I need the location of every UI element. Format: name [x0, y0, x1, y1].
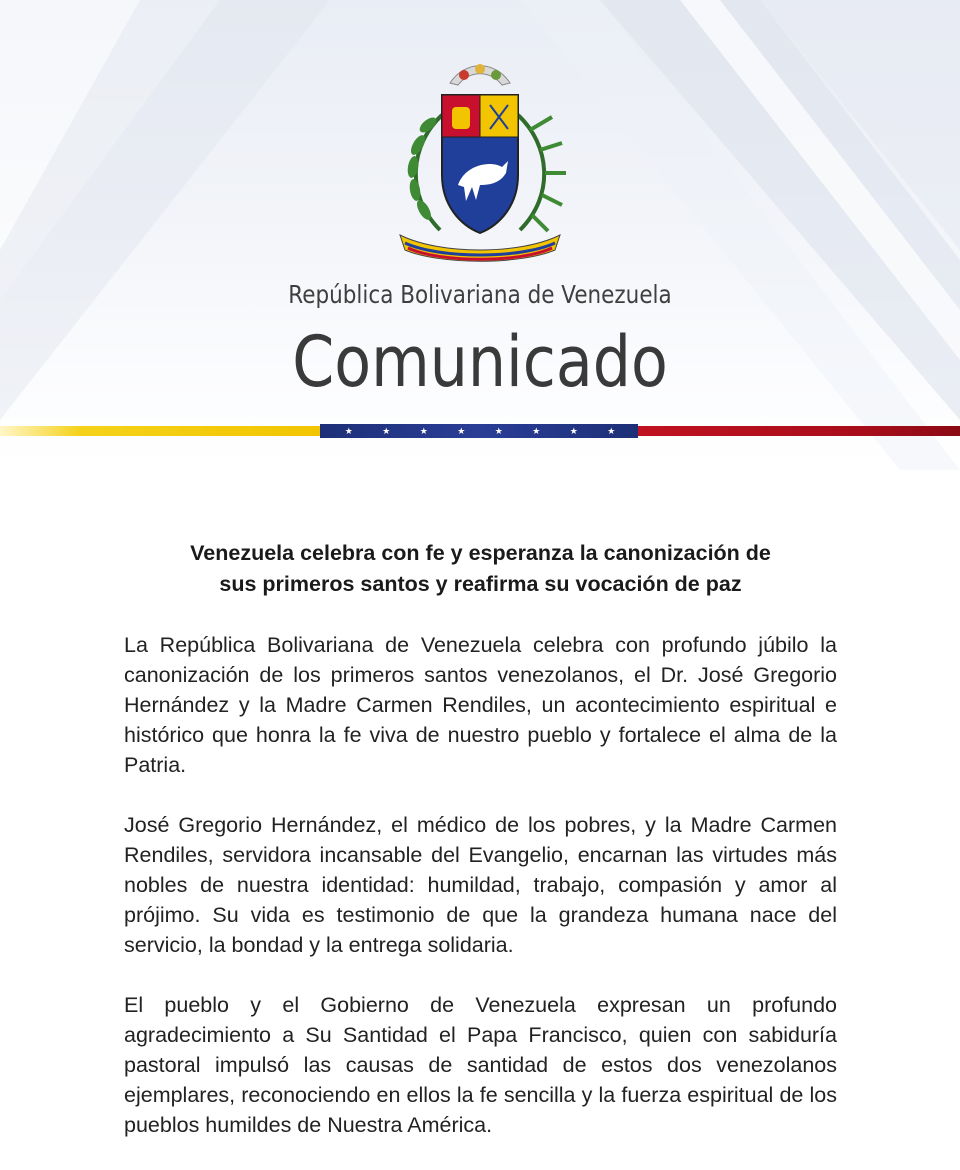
star-icon: ★ — [607, 426, 616, 436]
communique-body — [124, 538, 837, 1170]
star-icon: ★ — [382, 426, 391, 436]
paragraph-3: El pueblo y el Gobierno de Venezuela expresan un profundo agradecimiento a Su Santidad el Papa Francisco, quien con sabiduría pastoral impulsó las causas de santidad de estos dos venezolanos ejemplares, reconociendo en ellos la fe sencilla y la fuerza espiritual de los pueblos humildes de Nuestra América. — [124, 993, 837, 1137]
star-icon: ★ — [494, 426, 503, 436]
flag-yellow-stripe — [0, 426, 320, 436]
subtitle: República Bolivariana de Venezuela — [288, 280, 672, 309]
star-icon: ★ — [344, 426, 353, 436]
star-icon: ★ — [532, 426, 541, 436]
star-icon: ★ — [419, 426, 428, 436]
star-icon: ★ — [457, 426, 466, 436]
heading-line-2: sus primeros santos y reafirma su vocación de paz — [219, 572, 742, 596]
page-title: Comunicado — [292, 321, 668, 403]
flag-stripe — [0, 424, 960, 438]
flag-red-stripe — [638, 426, 960, 436]
header-banner — [0, 0, 960, 470]
flag-stars — [330, 424, 630, 438]
communique-heading — [124, 538, 837, 600]
paragraph-2: José Gregorio Hernández, el médico de los pobres, y la Madre Carmen Rendiles, servidora incansable del Evangelio, encarnan las virtudes más nobles de nuestra identidad: humildad, trabajo, compasión y amor al prójimo. Su vida es testimonio de que la grandeza humana nace del servicio, la bondad y la entrega solidaria. — [124, 813, 837, 957]
paragraph-1: La República Bolivariana de Venezuela celebra con profundo júbilo la canonización de los primeros santos venezolanos, el Dr. José Gregorio Hernández y la Madre Carmen Rendiles, un acontecimiento espiritual e histórico que honra la fe viva de nuestro pueblo y fortalece el alma de la Patria. — [124, 633, 837, 777]
coat-of-arms-icon — [380, 55, 580, 265]
star-icon: ★ — [569, 426, 578, 436]
heading-line-1: Venezuela celebra con fe y esperanza la canonización de — [190, 541, 771, 565]
